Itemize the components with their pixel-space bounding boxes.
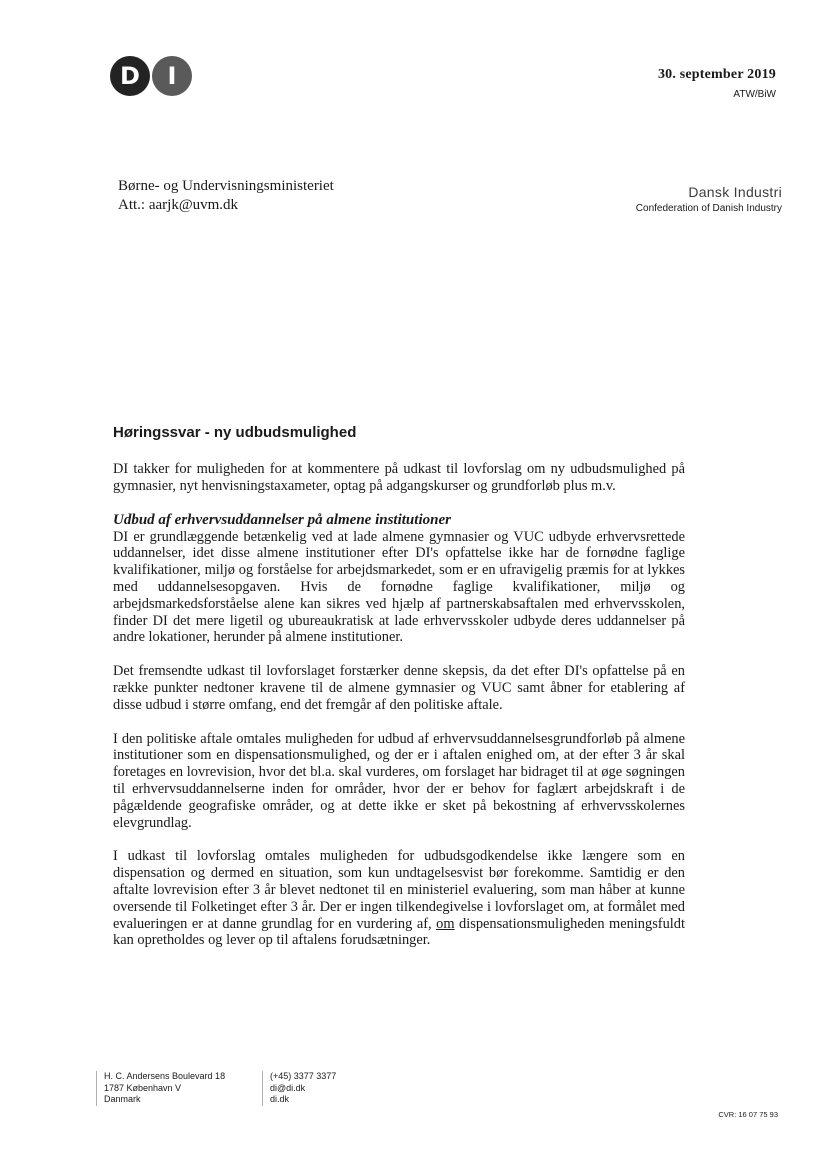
letter-date: 30. september 2019 [657, 67, 776, 82]
paragraph-4 [113, 848, 685, 949]
reference-initials: ATW/BiW [733, 89, 776, 100]
intro-paragraph: DI takker for muligheden for at kommentere på udkast til lovforslag om ny udbudsmulighed på gymnasier, nyt henvisningstaxameter, optag på adgangskurser og grundforløb plus m.v. [113, 461, 685, 494]
footer-address [96, 1071, 254, 1106]
organization-block [636, 184, 782, 214]
paragraph-4-underlined-word: om [436, 915, 455, 932]
footer-website: di.dk [270, 1094, 290, 1104]
paragraph-3: I den politiske aftale omtales muligheden for udbud af erhvervsuddannelsesgrundforløb på almene institutioner som en dispensationsmulighed, og der er i aftalen enighed om, at der efter 3 år skal foretages en lovrevision, hvor det bl.a. skal vurderes, om forslaget har bidraget til at øge søgningen til erhvervsuddannelserne inden for områder, hvor der er behov for faglært arbejdskraft i de pågældende geografiske områder, og at dette ikke er sket på bekostning af erhvervsskolernes elevgrundlag. [113, 730, 685, 831]
organization-subtitle: Confederation of Danish Industry [635, 203, 782, 214]
letter-body [113, 424, 685, 966]
footer-email: di@di.dk [270, 1082, 306, 1093]
footer [96, 1071, 336, 1106]
footer-phone: (+45) 3377 3377 [270, 1071, 337, 1081]
paragraph-1: DI er grundlæggende betænkelig ved at lade almene gymnasier og VUC udbyde erhvervsrettede uddannelser, idet disse almene institutioner efter DI's opfattelse ikke har de fornødne faglige kvalifikationer, miljø og forståelse for arbejdsmarkedet, som er en ufravigelig præmis for at lykkes med uddannelsesopgaven. Hvis de fornødne faglige kvalifikationer, miljø og arbejdsmarkedsforståelse alene kan sikres ved hjælp af partnerskabsaftalen med erhvervsskolen, finder DI det mere ligetil og ubureaukratisk at lade erhvervsskoler udbyde deres uddannelser på andre lokationer, herunder på almene institutioner. [113, 528, 685, 646]
organization-name: Dansk Industri [688, 184, 782, 200]
logo-letter-d: D [110, 56, 150, 96]
footer-contact [262, 1071, 336, 1106]
recipient-block [118, 177, 334, 215]
paragraph-4-start: I udkast til lovforslag omtales muligheden for udbudsgodkendelse ikke længere som en dispensation og dermed en situation, som kun undtagelsesvist bør forekomme. Samtidig er den aftalte lovrevision efter 3 år blevet nedtonet til en ministeriel evaluering, som man håber at kunne oversende til Folketinget efter 3 år. Der er ingen tilkendegivelse i lovforslaget om, at formålet med evalueringen er at danne grundlag for en vurdering af, [113, 848, 685, 932]
section-heading: Udbud af erhvervsuddannelser på almene institutioner [113, 511, 451, 528]
paragraph-4-end: dispensationsmuligheden meningsfuldt kan opretholdes og lever op til aftalens forudsætninger. [113, 915, 685, 949]
di-logo [110, 56, 192, 96]
recipient-name: Børne- og Undervisningsministeriet [118, 178, 334, 194]
paragraph-2: Det fremsendte udkast til lovforslaget forstærker denne skepsis, da det efter DI's opfattelse på en række punkter nedtoner kravene til de almene gymnasier og VUC samt åbner for etablering af disse udbud i større omfang, end det fremgår af den politiske aftale. [113, 663, 685, 713]
logo-letter-i: I [152, 56, 192, 96]
letter-subject: Høringssvar - ny udbudsmulighed [113, 424, 357, 441]
cvr-number: CVR: 16 07 75 93 [718, 1110, 778, 1119]
footer-address-line-2: 1787 København V [104, 1082, 182, 1093]
footer-address-line-3: Danmark [104, 1094, 141, 1104]
recipient-attention: Att.: aarjk@uvm.dk [118, 197, 239, 213]
footer-address-line-1: H. C. Andersens Boulevard 18 [104, 1071, 226, 1081]
